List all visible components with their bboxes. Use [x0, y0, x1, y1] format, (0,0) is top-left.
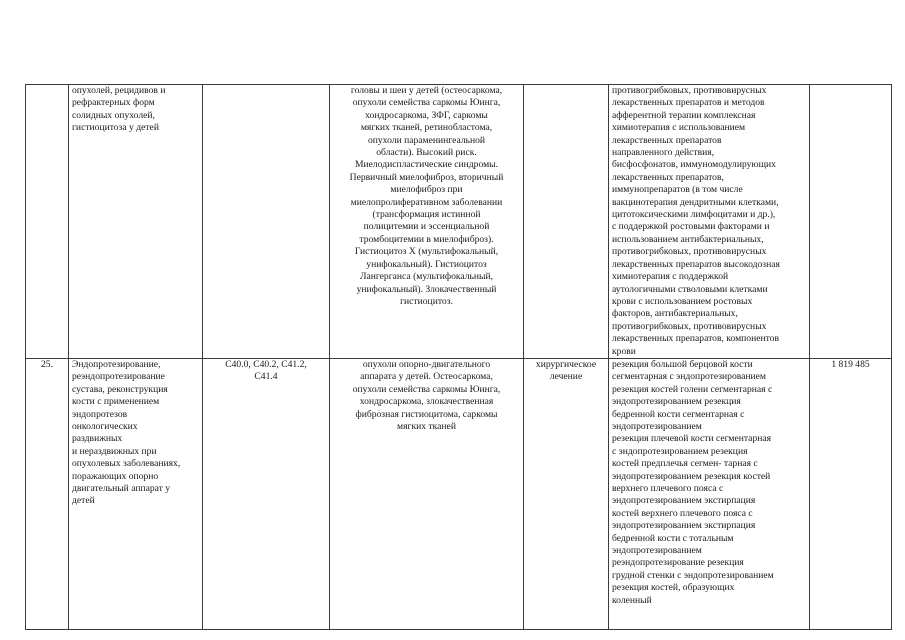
service-name-line: и нераздвижных при	[72, 445, 157, 457]
treatment-method-line: верхнего плечевого пояса с	[612, 483, 724, 494]
treatment-method-line: резекция костей голени сегментарная с	[612, 383, 773, 395]
icd-codes-cell	[203, 85, 330, 359]
treatment-method-line: иммунопрепаратов (в том числе	[612, 184, 743, 196]
patient-model-line: миелофиброз при	[390, 184, 463, 196]
service-name-line: реэндопротезирование	[72, 371, 165, 383]
service-name-line: онкологических	[72, 420, 138, 432]
treatment-method-line: коленный	[612, 594, 652, 606]
row-number-cell	[26, 358, 69, 629]
patient-model-line: опухоли семейства саркомы Юинга,	[352, 97, 501, 109]
patient-model-line: хондросаркома, ЗФГ, саркомы	[365, 109, 488, 121]
patient-model-line: Миелодиспластические синдромы.	[354, 159, 499, 171]
service-name-line: рефрактерных форм	[72, 97, 155, 109]
treatment-method-line: эндопротезированием резекция костей	[612, 470, 771, 482]
service-name-line: поражающих опорно	[72, 470, 159, 482]
patient-model-line: тромбоцитемии в миелофиброз).	[359, 233, 494, 245]
patient-model-line: опухоли опорно-двигательного	[362, 358, 491, 370]
treatment-method-line: эндопротезированием	[612, 420, 702, 432]
treatment-method-line: резекция костей, образующих	[612, 582, 735, 594]
treatment-method-line: лекарственных препаратов,	[612, 171, 724, 183]
service-name-line: кости с применением	[72, 396, 160, 408]
treatment-method-line: резекция большой берцовой кости	[612, 358, 753, 370]
service-name-line: Эндопротезирование,	[72, 358, 161, 370]
service-name-cell	[69, 358, 203, 629]
table-row	[26, 85, 892, 359]
treatment-method-line: с эндопротезированием резекция	[612, 445, 748, 457]
row-number: 25.	[41, 358, 53, 370]
treatment-method-line: эндопротезированием экстирпация	[612, 520, 756, 532]
treatment-method-line: эндопротезированием резекция	[612, 396, 741, 408]
patient-model-line: фиброзная гистиоцитома, саркомы	[355, 408, 498, 420]
service-name-line: раздвижных	[72, 433, 123, 445]
treatment-method-line: лекарственных препаратов высокодозная	[612, 258, 780, 270]
treatment-type-cell	[524, 358, 609, 629]
service-name-cell	[69, 85, 203, 359]
patient-model-line: гистиоцитоз.	[400, 295, 453, 307]
patient-model-line: унифокальный). Злокачественный	[356, 283, 497, 295]
treatment-method-line: лекарственных препаратов	[612, 134, 722, 146]
service-name-line: двигательный аппарат у	[72, 483, 171, 494]
cost-value: 1 819 485	[831, 358, 870, 370]
treatment-method-line: использованием антибактериальных,	[612, 233, 764, 245]
service-name-line: эндопротезов	[72, 408, 128, 420]
row-number-cell	[26, 85, 69, 359]
treatment-method-line: костей предплечья сегмен- тарная с	[612, 458, 758, 470]
table-row	[26, 358, 892, 629]
treatment-method-cell	[609, 85, 810, 359]
treatment-method-line: резекция плечевой кости сегментарная	[612, 433, 772, 445]
cost-cell	[810, 358, 892, 629]
treatment-type-line: хирургическое	[535, 358, 597, 370]
patient-model-line: полицитемии и эссенциальной	[363, 221, 490, 233]
treatment-method-line: аутологичными стволовыми клетками	[612, 283, 768, 295]
treatment-method-line: химиотерапия с поддержкой	[612, 271, 729, 283]
patient-model-line: (трансформация истинной	[372, 209, 481, 221]
patient-model-line: хондросаркома, злокачественная	[359, 396, 494, 408]
treatment-method-line: противогрибковых, противовирусных	[612, 85, 767, 96]
service-name-line: сустава, реконструкция	[72, 383, 168, 395]
treatment-method-line: крови с использованием ростовых	[612, 295, 753, 307]
treatment-method-line: химиотерапия с использованием	[612, 122, 746, 134]
patient-model-cell	[330, 358, 524, 629]
treatment-method-line: грудной стенки с эндопротезированием	[612, 569, 774, 581]
treatment-method-line: бедренной кости с тотальным	[612, 532, 734, 544]
service-name-line: детей	[72, 495, 95, 507]
treatment-method-line: направленного действия,	[612, 147, 715, 159]
treatment-method-line: лекарственных препаратов, компонентов	[612, 333, 779, 345]
patient-model-line: Гистиоцитоз X (мультифокальный,	[354, 246, 499, 258]
treatment-type-line: лечение	[549, 371, 583, 383]
patient-model-cell	[330, 85, 524, 359]
service-name-line: опухолей, рецидивов и	[72, 85, 166, 96]
patient-model-line: Лангерганса (мультифокальный,	[359, 271, 494, 283]
treatment-type-cell	[524, 85, 609, 359]
patient-model-line: мягких тканей, ретинобластома,	[360, 122, 493, 134]
medical-services-table	[25, 84, 892, 630]
treatment-method-line: противогрибковых, противовирусных	[612, 320, 767, 332]
treatment-method-cell	[609, 358, 810, 629]
patient-model-line: миелопролиферативном заболевании	[350, 196, 503, 208]
patient-model-line: Первичный миелофиброз, вторичный	[349, 171, 504, 183]
treatment-method-line: крови	[612, 345, 636, 357]
icd-codes-cell	[203, 358, 330, 629]
icd-codes-line: C41.4	[254, 371, 278, 383]
treatment-method-line: сегментарная с эндопротезированием	[612, 371, 767, 383]
treatment-method-line: факторов, антибактериальных,	[612, 308, 738, 320]
service-name-line: опухолевых заболеваниях,	[72, 458, 181, 470]
patient-model-line: области). Высокий риск.	[376, 147, 477, 159]
treatment-method-line: эндопротезированием	[612, 545, 702, 557]
patient-model-line: головы и шеи у детей (остеосаркома,	[350, 85, 503, 96]
patient-model-line: опухоли семейства саркомы Юинга,	[352, 383, 501, 395]
service-name-line: гистиоцитоза у детей	[72, 122, 159, 134]
treatment-method-line: противогрибковых, противовирусных	[612, 246, 767, 258]
patient-model-line: унифокальный). Гистиоцитоз	[366, 258, 487, 270]
patient-model-line: аппарата у детей. Остеосаркома,	[360, 371, 493, 383]
treatment-method-line: реэндопротезирование резекция	[612, 557, 744, 569]
icd-codes-line: C40.0, C40.2, C41.2,	[225, 358, 307, 370]
treatment-method-line: бисфосфонатов, иммуномодулирующих	[612, 159, 776, 171]
treatment-method-line: с поддержкой ростовыми факторами и	[612, 221, 770, 233]
patient-model-line: мягких тканей	[397, 420, 456, 432]
patient-model-line: опухоли параменингеальной	[367, 134, 486, 146]
treatment-method-line: цитотоксическими лимфоцитами и др.),	[612, 209, 776, 221]
treatment-method-line: лекарственных препаратов и методов	[612, 97, 765, 109]
treatment-method-line: афферентной терапии комплексная	[612, 109, 756, 121]
service-name-line: солидных опухолей,	[72, 109, 155, 121]
treatment-method-line: бедренной кости сегментарная с	[612, 408, 745, 420]
treatment-method-line: костей верхнего плечевого пояса с	[612, 507, 753, 519]
treatment-method-line: вакцинотерапия дендритными клетками,	[612, 196, 779, 208]
cost-cell	[810, 85, 892, 359]
treatment-method-line: эндопротезированием экстирпация	[612, 495, 756, 507]
